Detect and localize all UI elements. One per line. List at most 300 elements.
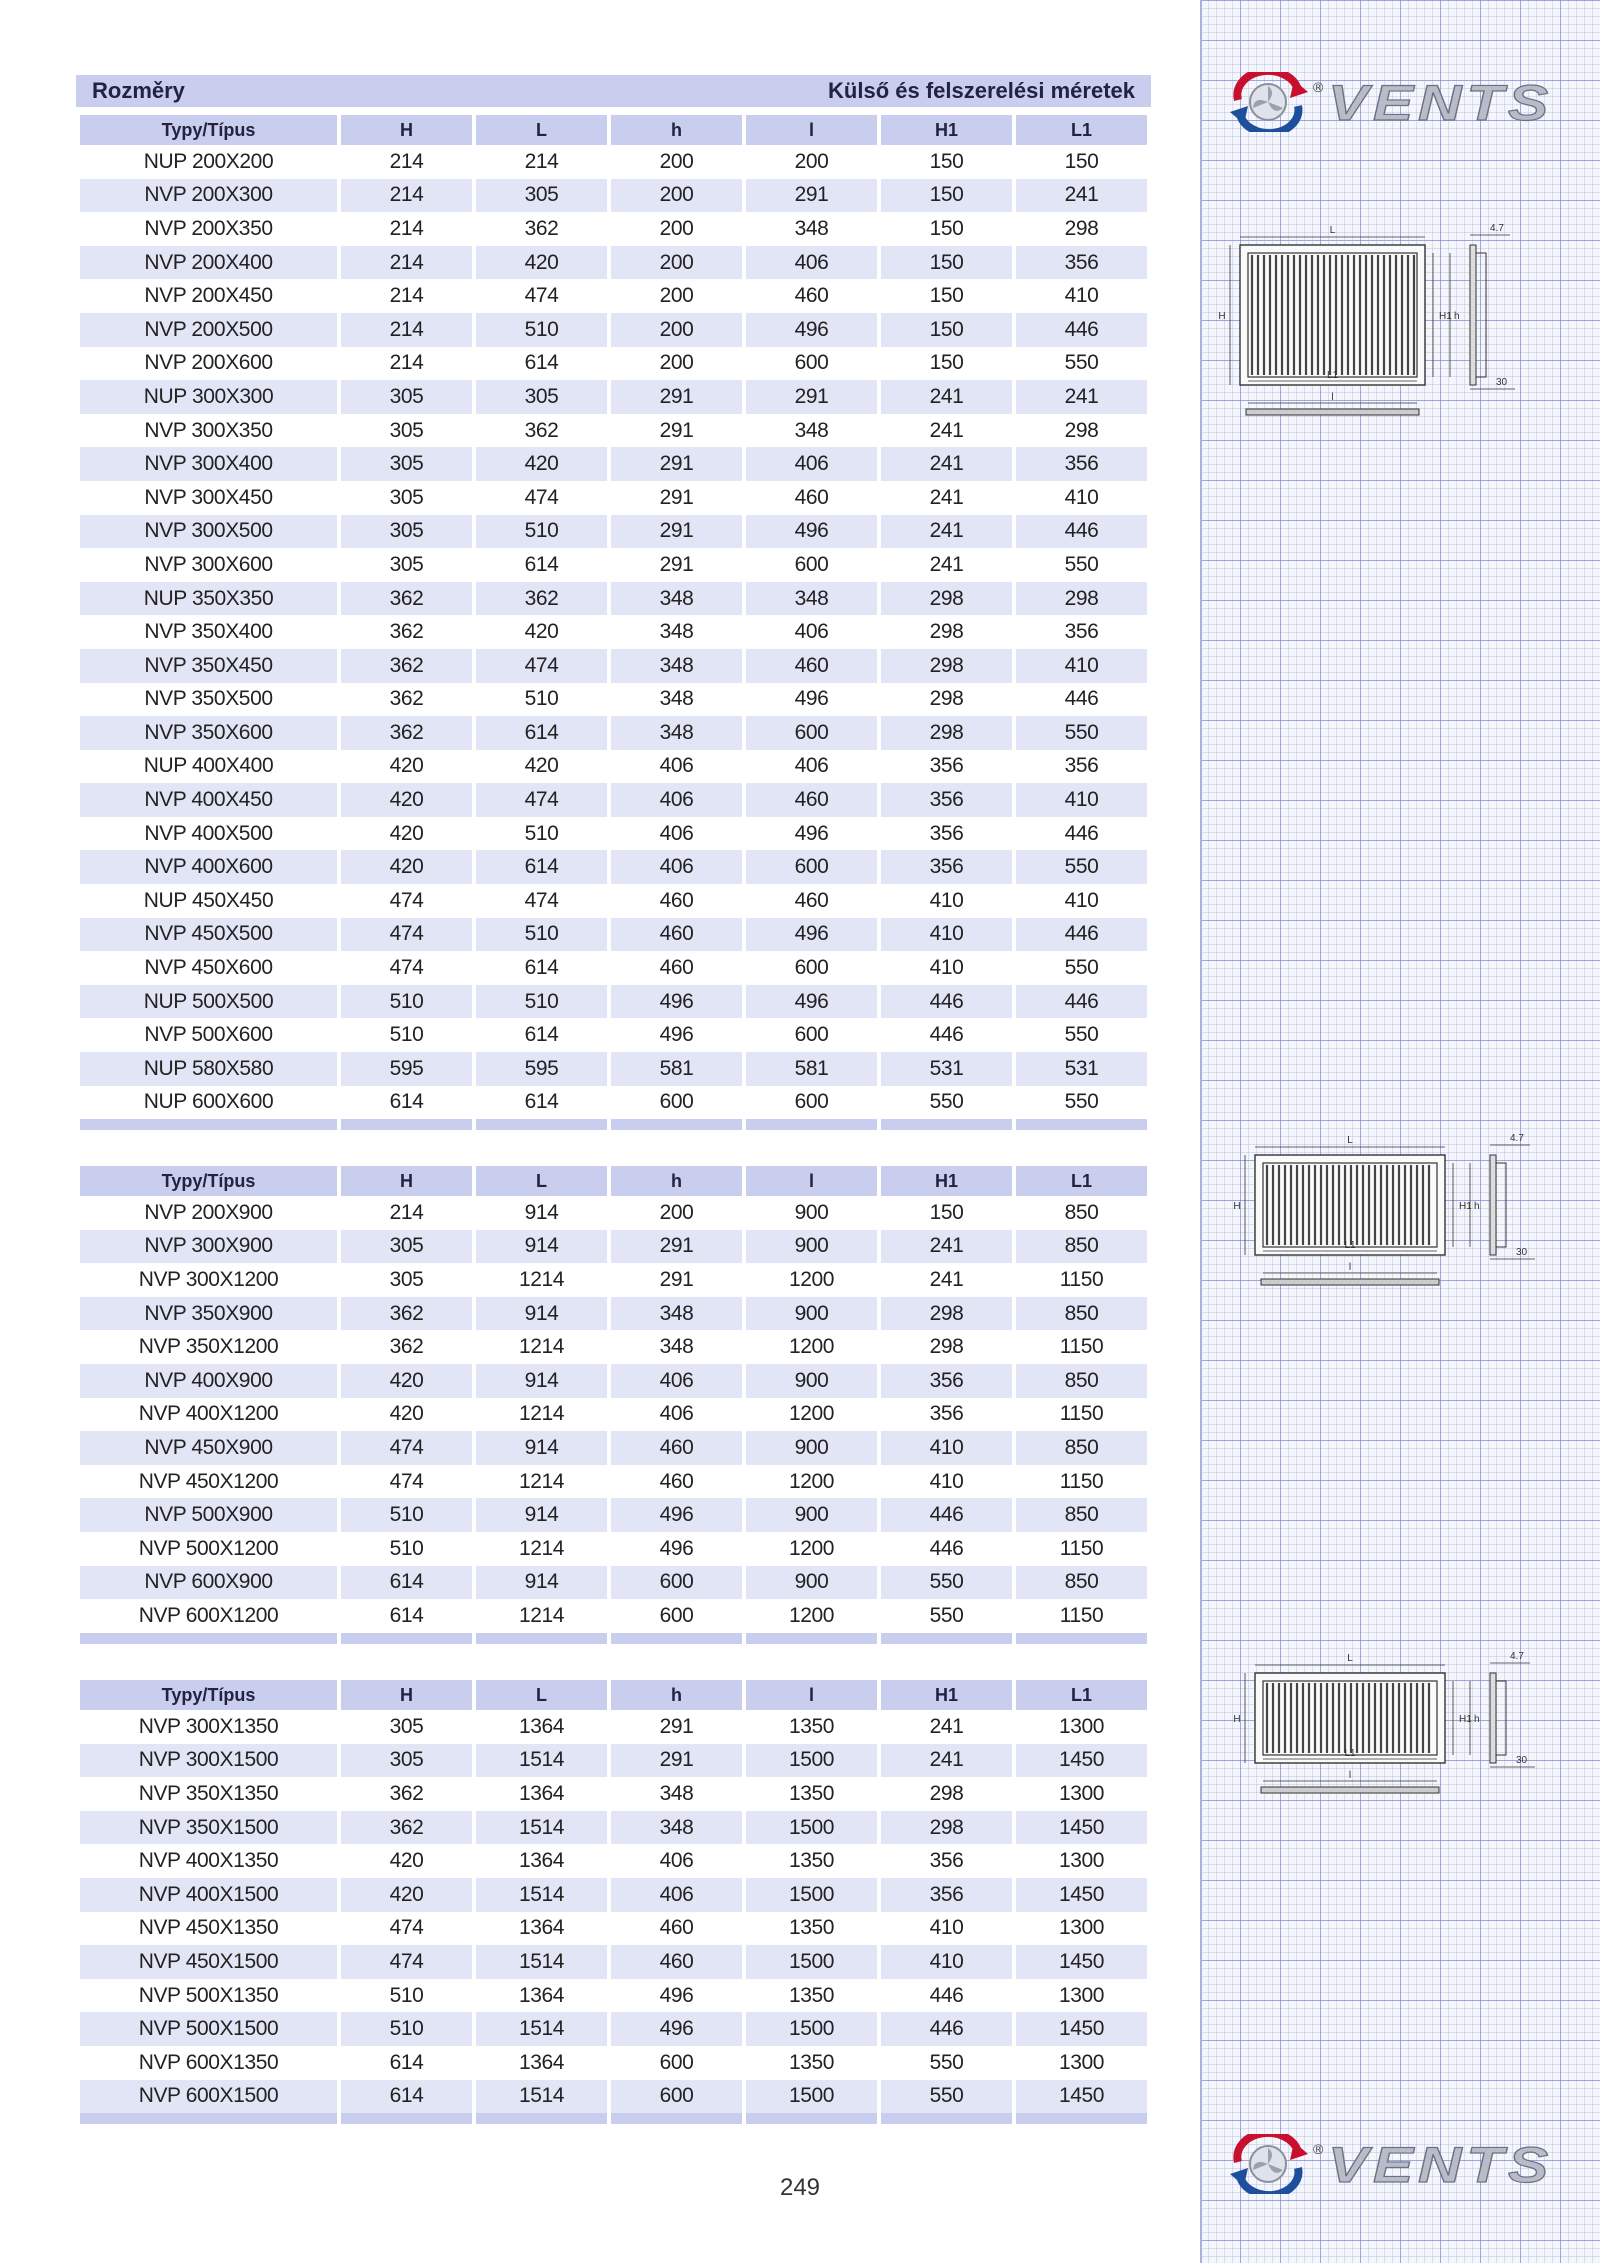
value-cell: 200	[659, 351, 694, 375]
value-cell: 410	[929, 956, 964, 980]
value-cell: 600	[746, 850, 877, 884]
value-cell: 420	[341, 1364, 472, 1398]
value-cell: 474	[476, 649, 607, 683]
table-header-row	[80, 1166, 1147, 1196]
value-cell: 362	[524, 216, 559, 240]
value-cell: 474	[341, 918, 472, 952]
value-cell: 1500	[746, 1878, 877, 1912]
dimension-label: 30	[1516, 1755, 1528, 1766]
model-cell: NUP 450X450	[143, 888, 274, 912]
column-header: l	[746, 115, 877, 145]
value-cell: 406	[611, 783, 742, 817]
model-cell: NVP 450X600	[144, 956, 273, 980]
value-cell: 446	[1016, 985, 1147, 1019]
value-cell: 291	[659, 1267, 694, 1291]
table-row	[80, 1811, 1147, 1845]
value-cell: 200	[659, 284, 694, 308]
dimension-label: L	[1329, 225, 1336, 236]
table-footer-bar	[80, 1633, 1147, 1644]
value-cell: 305	[341, 447, 472, 481]
dimension-label: H1	[1439, 311, 1452, 322]
grille-drawing-long	[1225, 1125, 1560, 1315]
table-row	[80, 481, 1147, 515]
model-cell: NVP 400X1500	[80, 1878, 337, 1912]
column-header: Typy/Típus	[80, 1680, 337, 1710]
value-cell: 348	[659, 1335, 694, 1359]
model-cell: NVP 200X300	[80, 179, 337, 213]
value-cell: 900	[746, 1297, 877, 1331]
value-cell: 406	[794, 620, 829, 644]
value-cell: 850	[1016, 1498, 1147, 1532]
dimension-label: 4.7	[1510, 1133, 1524, 1144]
model-cell: NVP 500X1500	[80, 2012, 337, 2046]
value-cell: 1200	[788, 1603, 835, 1627]
value-cell: 200	[659, 216, 694, 240]
model-cell: NVP 600X1200	[138, 1603, 279, 1627]
fan-icon	[1230, 72, 1308, 132]
table-header-row	[80, 1680, 1147, 1710]
model-cell: NVP 450X1200	[138, 1469, 279, 1493]
value-cell: 356	[929, 821, 964, 845]
value-cell: 150	[881, 246, 1012, 280]
value-cell: 581	[746, 1052, 877, 1086]
model-cell: NVP 400X500	[144, 821, 273, 845]
value-cell: 410	[881, 1431, 1012, 1465]
value-cell: 550	[1064, 351, 1099, 375]
value-cell: 1300	[1058, 1916, 1105, 1940]
section-subtitle: Külső és felszerelési méretek	[828, 78, 1135, 103]
column-header: Typy/Típus	[80, 1166, 337, 1196]
value-cell: 150	[929, 284, 964, 308]
value-cell: 241	[1016, 179, 1147, 213]
value-cell: 460	[794, 485, 829, 509]
value-cell: 550	[1064, 1023, 1099, 1047]
value-cell: 348	[659, 1781, 694, 1805]
column-header: L	[476, 1680, 607, 1710]
value-cell: 496	[659, 1983, 694, 2007]
value-cell: 1350	[788, 1849, 835, 1873]
value-cell: 298	[929, 1781, 964, 1805]
value-cell: 1150	[1059, 1536, 1104, 1560]
model-cell: NVP 450X1500	[80, 1945, 337, 1979]
value-cell: 241	[929, 418, 964, 442]
value-cell: 614	[524, 552, 559, 576]
value-cell: 420	[476, 447, 607, 481]
value-cell: 614	[524, 1090, 559, 1114]
value-cell: 200	[659, 149, 694, 173]
value-cell: 362	[341, 649, 472, 683]
value-cell: 291	[611, 1744, 742, 1778]
table-footer-bar	[80, 2113, 1147, 2124]
value-cell: 291	[659, 1714, 694, 1738]
model-cell: NVP 600X1350	[138, 2050, 279, 2074]
value-cell: 348	[611, 649, 742, 683]
value-cell: 446	[929, 1536, 964, 1560]
table-row	[80, 1777, 1147, 1811]
column-header: L1	[1016, 1680, 1147, 1710]
value-cell: 362	[524, 418, 559, 442]
value-cell: 460	[659, 1469, 694, 1493]
dimensions-table-long	[76, 1166, 1151, 1644]
value-cell: 1364	[518, 1983, 565, 2007]
table-row	[80, 1297, 1147, 1331]
value-cell: 446	[929, 1983, 964, 2007]
value-cell: 420	[524, 620, 559, 644]
value-cell: 600	[794, 552, 829, 576]
value-cell: 298	[881, 1297, 1012, 1331]
value-cell: 291	[659, 552, 694, 576]
value-cell: 614	[389, 1090, 424, 1114]
model-cell: NVP 300X900	[80, 1230, 337, 1264]
value-cell: 1350	[788, 1916, 835, 1940]
value-cell: 550	[1016, 716, 1147, 750]
value-cell: 1200	[788, 1267, 835, 1291]
value-cell: 420	[341, 1878, 472, 1912]
value-cell: 474	[476, 783, 607, 817]
table-row	[80, 2080, 1147, 2114]
model-cell: NVP 500X1200	[138, 1536, 279, 1560]
value-cell: 150	[929, 1200, 964, 1224]
dimension-label: l	[1348, 1770, 1352, 1781]
value-cell: 1300	[1058, 1849, 1105, 1873]
dimension-label: H	[1233, 1201, 1241, 1212]
table-row	[80, 246, 1147, 280]
value-cell: 291	[659, 418, 694, 442]
value-cell: 1200	[788, 1469, 835, 1493]
dimension-label: 30	[1516, 1247, 1528, 1258]
value-cell: 356	[1016, 447, 1147, 481]
table-row	[80, 850, 1147, 884]
dimension-label: L1	[1344, 1748, 1356, 1759]
table-row	[80, 1912, 1147, 1946]
table-row	[80, 2012, 1147, 2046]
value-cell: 550	[929, 1603, 964, 1627]
value-cell: 298	[1064, 216, 1099, 240]
value-cell: 241	[881, 447, 1012, 481]
value-cell: 406	[611, 1878, 742, 1912]
value-cell: 305	[389, 1714, 424, 1738]
value-cell: 291	[611, 1230, 742, 1264]
dimension-label: h	[1474, 1201, 1480, 1212]
value-cell: 614	[524, 1023, 559, 1047]
value-cell: 614	[341, 2080, 472, 2114]
table-row	[80, 1532, 1147, 1566]
value-cell: 356	[929, 754, 964, 778]
table-row	[80, 649, 1147, 683]
value-cell: 446	[1064, 687, 1099, 711]
model-cell: NVP 300X450	[144, 485, 273, 509]
column-header: L	[476, 115, 607, 145]
value-cell: 1150	[1059, 1603, 1104, 1627]
value-cell: 410	[929, 1469, 964, 1493]
value-cell: 1214	[518, 1536, 565, 1560]
value-cell: 150	[881, 179, 1012, 213]
value-cell: 200	[611, 246, 742, 280]
table-row	[80, 750, 1147, 784]
value-cell: 200	[794, 149, 829, 173]
registered-mark: ®	[1313, 2141, 1324, 2157]
table-row	[80, 1230, 1147, 1264]
value-cell: 1150	[1059, 1267, 1104, 1291]
value-cell: 410	[1064, 888, 1099, 912]
value-cell: 1500	[746, 1744, 877, 1778]
value-cell: 291	[611, 447, 742, 481]
value-cell: 200	[611, 313, 742, 347]
value-cell: 305	[341, 1744, 472, 1778]
value-cell: 1214	[518, 1267, 565, 1291]
model-cell: NVP 300X400	[80, 447, 337, 481]
value-cell: 298	[881, 582, 1012, 616]
value-cell: 510	[524, 821, 559, 845]
table-row	[80, 985, 1147, 1019]
table-footer-bar	[80, 1119, 1147, 1130]
registered-mark: ®	[1313, 79, 1324, 95]
value-cell: 474	[389, 1469, 424, 1493]
value-cell: 214	[389, 284, 424, 308]
vents-logo	[1228, 72, 1568, 132]
table-row	[80, 1979, 1147, 2013]
value-cell: 241	[881, 1230, 1012, 1264]
value-cell: 200	[611, 179, 742, 213]
value-cell: 496	[611, 985, 742, 1019]
value-cell: 420	[524, 754, 559, 778]
model-cell: NVP 300X350	[144, 418, 273, 442]
value-cell: 900	[794, 1200, 829, 1224]
value-cell: 362	[389, 687, 424, 711]
value-cell: 348	[659, 620, 694, 644]
value-cell: 420	[341, 850, 472, 884]
value-cell: 420	[389, 1849, 424, 1873]
table-row	[80, 1498, 1147, 1532]
value-cell: 614	[389, 1603, 424, 1627]
value-cell: 446	[1064, 821, 1099, 845]
value-cell: 850	[1064, 1200, 1099, 1224]
value-cell: 1514	[476, 2012, 607, 2046]
table-row	[80, 683, 1147, 717]
value-cell: 496	[746, 985, 877, 1019]
model-cell: NVP 350X900	[80, 1297, 337, 1331]
value-cell: 241	[929, 1267, 964, 1291]
value-cell: 1364	[518, 1849, 565, 1873]
model-cell: NVP 300X600	[144, 552, 273, 576]
value-cell: 600	[611, 1566, 742, 1600]
value-cell: 356	[881, 850, 1012, 884]
value-cell: 1450	[1016, 2080, 1147, 2114]
table-row	[80, 414, 1147, 448]
value-cell: 305	[389, 552, 424, 576]
table-row	[80, 1878, 1147, 1912]
value-cell: 496	[659, 1023, 694, 1047]
value-cell: 600	[659, 1603, 694, 1627]
value-cell: 410	[881, 918, 1012, 952]
value-cell: 1450	[1016, 1811, 1147, 1845]
value-cell: 496	[659, 1536, 694, 1560]
model-cell: NVP 600X1500	[80, 2080, 337, 2114]
value-cell: 150	[881, 313, 1012, 347]
model-cell: NUP 500X500	[80, 985, 337, 1019]
value-cell: 1500	[746, 1811, 877, 1845]
value-cell: 1350	[788, 1983, 835, 2007]
value-cell: 298	[1016, 582, 1147, 616]
table-row	[80, 145, 1147, 179]
section-title: Rozměry	[92, 78, 185, 103]
value-cell: 1364	[518, 2050, 565, 2074]
table-row	[80, 313, 1147, 347]
value-cell: 531	[1016, 1052, 1147, 1086]
value-cell: 1514	[476, 2080, 607, 2114]
table-row	[80, 279, 1147, 313]
dimensions-table-extra-long	[76, 1680, 1151, 2124]
value-cell: 496	[746, 313, 877, 347]
value-cell: 460	[746, 649, 877, 683]
value-cell: 550	[1064, 552, 1099, 576]
value-cell: 600	[794, 1023, 829, 1047]
value-cell: 291	[746, 380, 877, 414]
value-cell: 850	[1016, 1431, 1147, 1465]
value-cell: 900	[746, 1566, 877, 1600]
table-row	[80, 1052, 1147, 1086]
value-cell: 1300	[1058, 1781, 1105, 1805]
model-cell: NVP 400X450	[80, 783, 337, 817]
column-header: H	[341, 1166, 472, 1196]
value-cell: 406	[659, 1402, 694, 1426]
value-cell: 614	[476, 716, 607, 750]
model-cell: NVP 200X350	[144, 216, 273, 240]
table-row	[80, 1330, 1147, 1364]
dimension-label: l	[1331, 392, 1334, 403]
table-row	[80, 951, 1147, 985]
grille-drawing-standard	[1210, 215, 1560, 455]
value-cell: 614	[389, 2050, 424, 2074]
value-cell: 362	[341, 582, 472, 616]
table-row	[80, 212, 1147, 246]
value-cell: 406	[611, 850, 742, 884]
value-cell: 550	[929, 1090, 964, 1114]
value-cell: 550	[1016, 850, 1147, 884]
table-row	[80, 1744, 1147, 1778]
value-cell: 460	[659, 1916, 694, 1940]
model-cell: NVP 350X400	[144, 620, 273, 644]
value-cell: 241	[881, 515, 1012, 549]
model-cell: NVP 500X900	[80, 1498, 337, 1532]
model-cell: NVP 300X1350	[138, 1714, 279, 1738]
model-cell: NVP 350X450	[80, 649, 337, 683]
value-cell: 510	[389, 1023, 424, 1047]
value-cell: 1300	[1058, 1714, 1105, 1738]
value-cell: 496	[794, 821, 829, 845]
value-cell: 348	[611, 1297, 742, 1331]
model-cell: NUP 200X200	[143, 149, 274, 173]
dimension-label: H1	[1459, 1201, 1472, 1212]
value-cell: 446	[881, 985, 1012, 1019]
value-cell: 900	[746, 1364, 877, 1398]
model-cell: NVP 400X1200	[138, 1402, 279, 1426]
model-cell: NVP 200X450	[144, 284, 273, 308]
value-cell: 914	[476, 1297, 607, 1331]
value-cell: 474	[524, 485, 559, 509]
value-cell: 305	[341, 380, 472, 414]
value-cell: 474	[389, 1916, 424, 1940]
value-cell: 1450	[1016, 1945, 1147, 1979]
value-cell: 600	[794, 956, 829, 980]
table-row	[80, 1599, 1147, 1633]
value-cell: 446	[1016, 515, 1147, 549]
value-cell: 1500	[746, 1945, 877, 1979]
value-cell: 305	[389, 485, 424, 509]
value-cell: 850	[1016, 1230, 1147, 1264]
value-cell: 362	[389, 620, 424, 644]
value-cell: 460	[794, 888, 829, 912]
column-header: H1	[881, 1166, 1012, 1196]
model-cell: NVP 300X500	[80, 515, 337, 549]
value-cell: 510	[389, 1536, 424, 1560]
value-cell: 446	[929, 1023, 964, 1047]
value-cell: 410	[929, 888, 964, 912]
dimension-label: 30	[1496, 377, 1508, 388]
value-cell: 356	[1064, 754, 1099, 778]
table-row	[80, 1364, 1147, 1398]
value-cell: 1364	[518, 1714, 565, 1738]
model-cell: NVP 400X600	[80, 850, 337, 884]
dimensions-table-standard	[76, 115, 1151, 1130]
value-cell: 150	[1064, 149, 1099, 173]
value-cell: 298	[929, 1335, 964, 1359]
value-cell: 241	[929, 552, 964, 576]
value-cell: 305	[476, 179, 607, 213]
logo-wordmark: VENTS	[1328, 2137, 1553, 2193]
value-cell: 600	[611, 2080, 742, 2114]
dimension-label: H	[1233, 1714, 1241, 1725]
value-cell: 291	[611, 515, 742, 549]
value-cell: 420	[389, 1402, 424, 1426]
dimension-label: l	[1348, 1262, 1352, 1273]
value-cell: 410	[881, 1945, 1012, 1979]
table-row	[80, 1945, 1147, 1979]
value-cell: 214	[524, 149, 559, 173]
value-cell: 900	[746, 1498, 877, 1532]
value-cell: 214	[341, 246, 472, 280]
value-cell: 214	[389, 1200, 424, 1224]
value-cell: 614	[476, 850, 607, 884]
value-cell: 1300	[1058, 1983, 1105, 2007]
value-cell: 496	[611, 1498, 742, 1532]
model-cell: NUP 400X400	[143, 754, 274, 778]
value-cell: 356	[881, 1364, 1012, 1398]
model-cell: NVP 200X600	[144, 351, 273, 375]
table-row	[80, 918, 1147, 952]
value-cell: 510	[476, 985, 607, 1019]
model-cell: NVP 600X900	[80, 1566, 337, 1600]
value-cell: 406	[611, 1364, 742, 1398]
model-cell: NVP 300X1200	[138, 1267, 279, 1291]
value-cell: 406	[659, 821, 694, 845]
table-row	[80, 179, 1147, 213]
value-cell: 510	[476, 515, 607, 549]
value-cell: 600	[794, 351, 829, 375]
value-cell: 150	[929, 149, 964, 173]
dimension-label: L	[1347, 1653, 1353, 1664]
value-cell: 474	[389, 888, 424, 912]
value-cell: 1214	[518, 1402, 565, 1426]
value-cell: 150	[929, 216, 964, 240]
value-cell: 510	[476, 313, 607, 347]
table-row	[80, 1196, 1147, 1230]
value-cell: 420	[476, 246, 607, 280]
value-cell: 305	[476, 380, 607, 414]
value-cell: 474	[389, 956, 424, 980]
dimension-label: h	[1474, 1714, 1480, 1725]
value-cell: 496	[746, 918, 877, 952]
